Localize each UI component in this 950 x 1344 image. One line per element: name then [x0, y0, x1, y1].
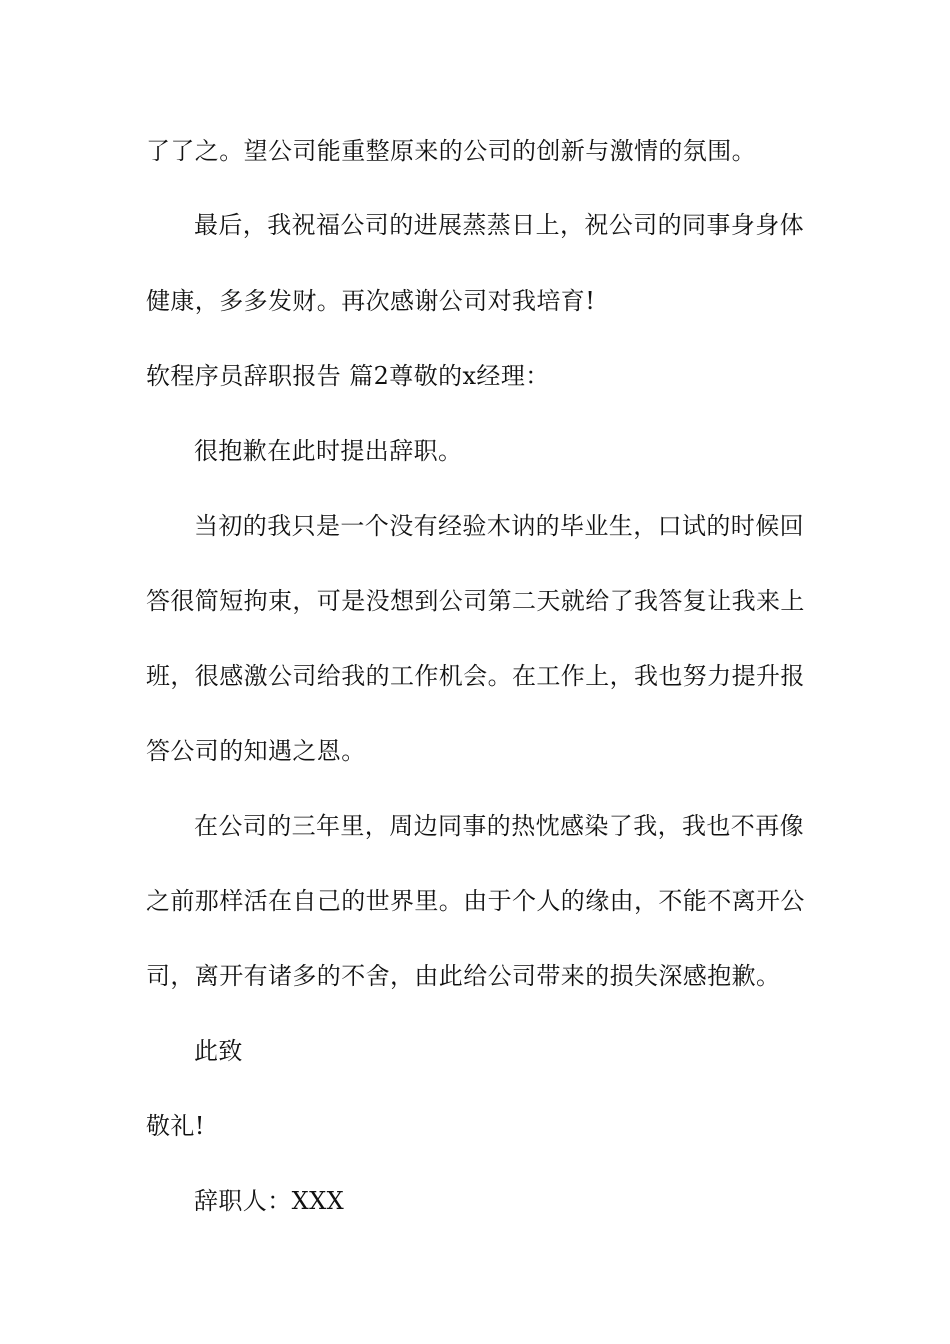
paragraph-line: 司，离开有诸多的不舍，由此给公司带来的损失深感抱歉。 — [146, 962, 781, 990]
paragraph-line: 当初的我只是一个没有经验木讷的毕业生，口试的时候回 — [194, 512, 804, 540]
salutation-line: 敬礼! — [146, 1112, 205, 1140]
signature-line: 辞职人：XXX — [194, 1187, 345, 1215]
paragraph-line: 答公司的知遇之恩。 — [146, 737, 366, 765]
paragraph-line: 在公司的三年里，周边同事的热忱感染了我，我也不再像 — [194, 812, 804, 840]
paragraph-line: 之前那样活在自己的世界里。由于个人的缘由，不能不离开公 — [146, 887, 805, 915]
section-heading: 软程序员辞职报告 篇2尊敬的x经理： — [146, 362, 550, 390]
paragraph-line: 很抱歉在此时提出辞职。 — [194, 437, 463, 465]
paragraph-line: 了了之。望公司能重整原来的公司的创新与激情的氛围。 — [146, 137, 756, 165]
closing-line: 此致 — [194, 1037, 243, 1065]
paragraph-line: 答很简短拘束，可是没想到公司第二天就给了我答复让我来上 — [146, 587, 805, 615]
paragraph-line: 健康，多多发财。再次感谢公司对我培育! — [146, 287, 596, 315]
paragraph-line: 班，很感激公司给我的工作机会。在工作上，我也努力提升报 — [146, 662, 805, 690]
paragraph-line: 最后，我祝福公司的进展蒸蒸日上，祝公司的同事身身体 — [194, 211, 804, 239]
